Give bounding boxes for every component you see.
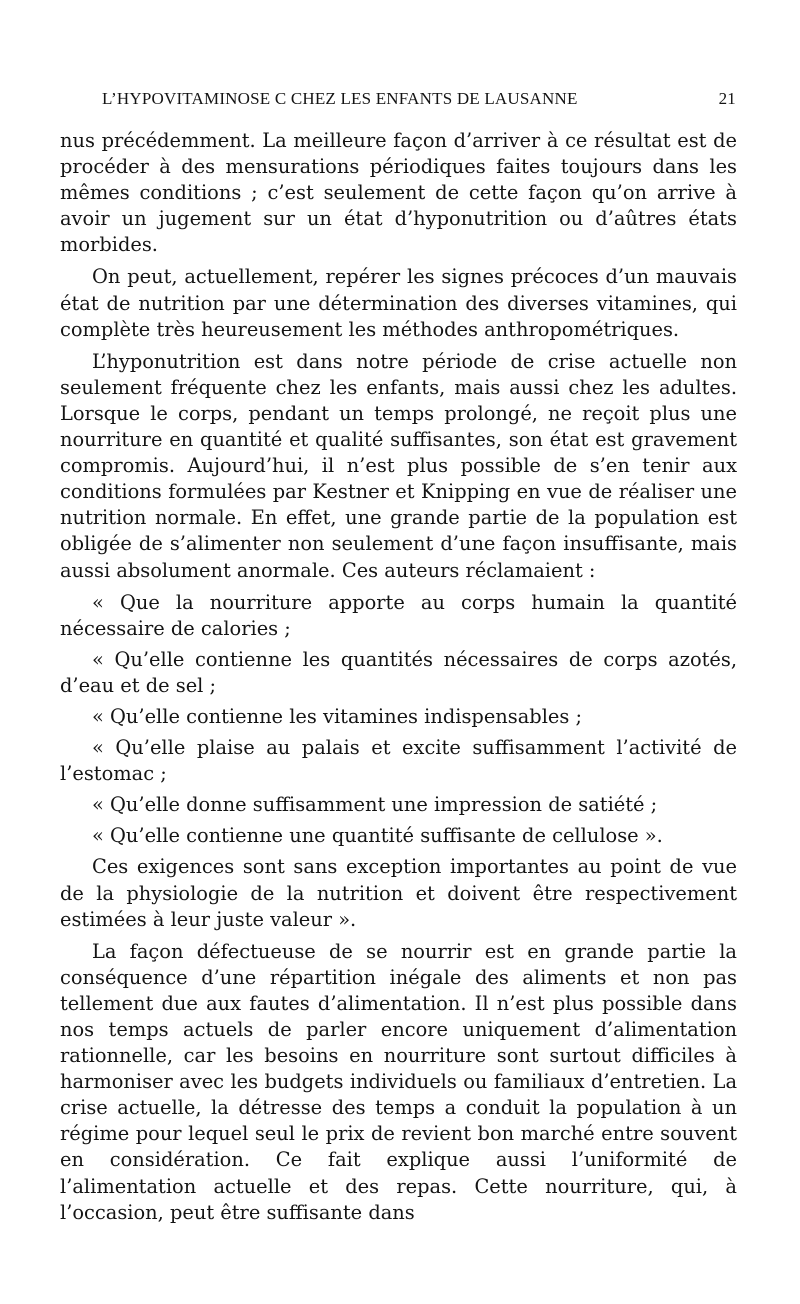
quote-item: « Qu’elle contienne les vitamines indispensables ; [92, 704, 583, 728]
running-head [66, 88, 736, 110]
quote-item: « Qu’elle contienne une quantité suffisante de cellulose ». [92, 824, 663, 848]
quote-item: « Qu’elle plaise au palais et excite suffisamment l’activité de l’estomac ; [60, 736, 737, 786]
quote-item: « Que la nourriture apporte au corps humain la quantité nécessaire de calories ; [60, 590, 737, 640]
quote-item: « Qu’elle donne suffisamment une impression de satiété ; [92, 793, 658, 817]
paragraph: La façon défectueuse de se nourrir est en grande partie la conséquence d’une répartition inégale des aliments et non pas tellement due aux fautes d’alimentation. Il n’est plus possible dans nos temps actuels de parler encore uniquement d’alimentation rationnelle, car les besoins en nourriture sont surtout difficiles à harmoniser avec les budgets individuels ou familiaux d’entretien. La crise actuelle, la détresse des temps a conduit la population à un régime pour lequel seul le prix de revient bon marché entre souvent en considération. Ce fait explique aussi l’uniformité de l’alimentation actuelle et des repas. Cette nourriture, qui, à l’occasion, peut être suffisante dans [60, 939, 737, 1224]
body-text [60, 128, 737, 1232]
paragraph-continuation: nus précédemment. La meilleure façon d’arriver à ce résultat est de procéder à des mensurations périodiques faites toujours dans les mêmes conditions ; c’est seulement de cette façon qu’on arrive à avoir un jugement sur un état d’hyponutrition ou d’aûtres états morbides. [60, 129, 737, 257]
paragraph: Ces exigences sont sans exception importantes au point de vue de la physiologie de la nutrition et doivent être respectivement estimées à leur juste valeur ». [60, 855, 737, 931]
running-title: L’HYPOVITAMINOSE C CHEZ LES ENFANTS DE LAUSANNE [102, 89, 578, 108]
quote-item: « Qu’elle contienne les quantités nécessaires de corps azotés, d’eau et de sel ; [60, 647, 737, 697]
page-number: 21 [718, 89, 736, 108]
paragraph: On peut, actuellement, repérer les signes précoces d’un mauvais état de nutrition par une détermination des diverses vitamines, qui complète très heureusement les méthodes anthropométriques. [60, 265, 737, 341]
paragraph: L’hyponutrition est dans notre période de crise actuelle non seulement fréquente chez les enfants, mais aussi chez les adultes. Lorsque le corps, pendant un temps prolongé, ne reçoit plus une nourriture en quantité et qualité suffisantes, son état est gravement compromis. Aujourd’hui, il n’est plus possible de s’en tenir aux conditions formulées par Kestner et Knipping en vue de réaliser une nutrition normale. En effet, une grande partie de la population est obligée de s’alimenter non seulement d’une façon insuffisante, mais aussi absolument anormale. Ces auteurs réclamaient : [60, 349, 737, 582]
